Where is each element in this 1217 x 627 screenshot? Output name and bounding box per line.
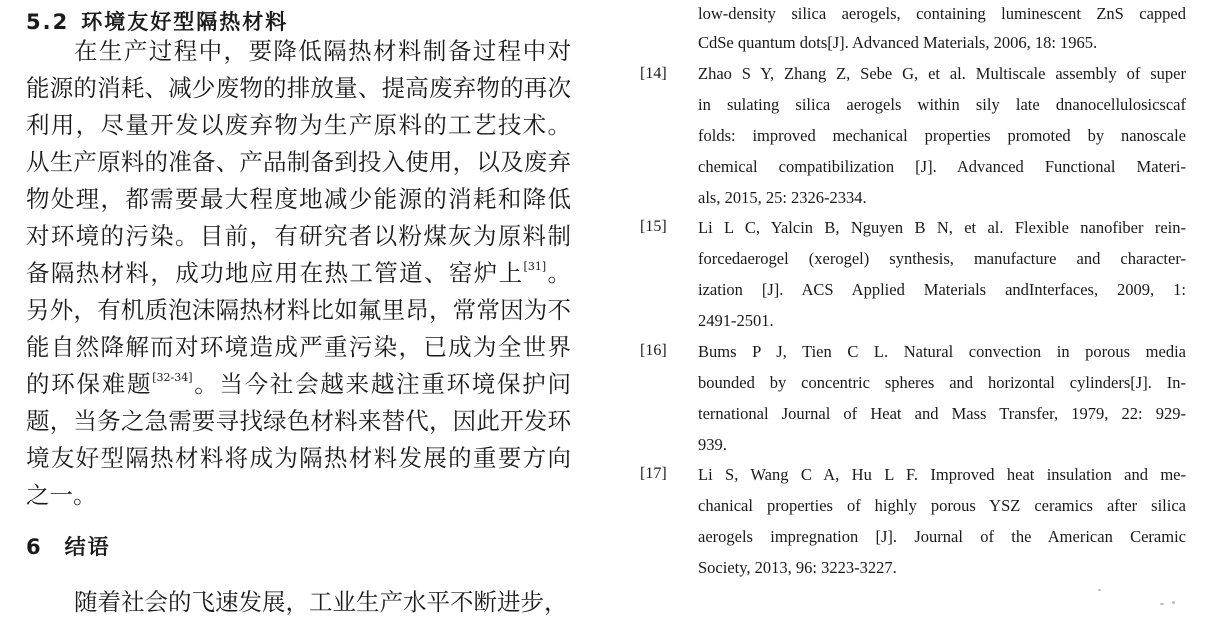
reference-line: chanical properties of highly porous YSZ ceramics after silica: [698, 496, 1186, 515]
paragraph-text: 的环保难题: [26, 370, 153, 398]
paragraph-line: 能自然降解而对环境造成严重污染，已成为全世界: [26, 333, 571, 361]
reference-line: folds: improved mechanical properties promoted by nanoscale: [698, 126, 1186, 145]
paragraph-line-with-citation: [26, 369, 571, 400]
paragraph-line: 之一。: [26, 481, 97, 509]
reference-line: Society, 2013, 96: 3223-3227.: [698, 558, 897, 577]
reference-line: bounded by concentric spheres and horizontal cylinders[J]. In-: [698, 373, 1186, 392]
section-heading-6: [26, 531, 111, 561]
paragraph-text: 。当今社会越来越注重环境保护问: [192, 370, 571, 398]
section-title: 环境友好型隔热材料: [81, 10, 289, 34]
paragraph-line: 物处理，都需要最大程度地减少能源的消耗和降低: [26, 185, 571, 213]
paragraph-text: 。: [546, 259, 571, 287]
paragraph-line: 利用，尽量开发以废弃物为生产原料的工艺技术。: [26, 111, 571, 139]
reference-line: Zhao S Y, Zhang Z, Sebe G, et al. Multiscale assembly of super: [698, 64, 1186, 83]
reference-line: in sulating silica aerogels within sily late dnanocellulosicscaf: [698, 95, 1186, 114]
reference-label: [14]: [640, 65, 667, 82]
paragraph-line: 随着社会的飞速发展，工业生产水平不断进步，: [74, 588, 568, 616]
paragraph-line-with-citation: [26, 258, 571, 289]
scan-speck: [1172, 601, 1175, 604]
scan-speck: [1098, 589, 1101, 591]
section-heading-5-2: [26, 6, 288, 36]
reference-label: [15]: [640, 218, 667, 235]
reference-label: [16]: [640, 342, 667, 359]
reference-line: 939.: [698, 435, 727, 454]
reference-line: 2491-2501.: [698, 311, 774, 330]
reference-line: CdSe quantum dots[J]. Advanced Materials, 2006, 18: 1965.: [698, 33, 1098, 52]
paragraph-text: 备隔热材料，成功地应用在热工管道、窑炉上: [26, 259, 524, 287]
paragraph-line: 在生产过程中，要降低隔热材料制备过程中对: [74, 37, 571, 65]
reference-line: forcedaerogel (xerogel) synthesis, manufacture and character-: [698, 249, 1186, 268]
paragraph-line: 境友好型隔热材料将成为隔热材料发展的重要方向: [26, 444, 571, 472]
section-number: 6: [26, 535, 43, 559]
reference-line: Bums P J, Tien C L. Natural convection in porous media: [698, 342, 1186, 361]
citation-31: [31]: [523, 260, 547, 273]
reference-line: Li L C, Yalcin B, Nguyen B N, et al. Flexible nanofiber rein-: [698, 218, 1186, 237]
scan-speck: [1160, 603, 1164, 605]
paragraph-line: 题，当务之急需要寻找绿色材料来替代，因此开发环: [26, 407, 571, 435]
reference-line: aerogels impregnation [J]. Journal of the American Ceramic: [698, 527, 1186, 546]
reference-line: als, 2015, 25: 2326-2334.: [698, 188, 867, 207]
reference-line: Li S, Wang C A, Hu L F. Improved heat insulation and me-: [698, 465, 1186, 484]
paragraph-line: 对环境的污染。目前，有研究者以粉煤灰为原料制: [26, 222, 571, 250]
reference-label: [17]: [640, 465, 667, 482]
paragraph-line: 从生产原料的准备、产品制备到投入使用，以及废弃: [26, 148, 571, 176]
section-title: 结语: [64, 535, 111, 559]
reference-line: low-density silica aerogels, containing luminescent ZnS capped: [698, 4, 1186, 23]
paragraph-line: 能源的消耗、减少废物的排放量、提高废弃物的再次: [26, 74, 571, 102]
section-number: 5.2: [26, 10, 70, 34]
citation-32-34: [32-34]: [152, 371, 193, 384]
reference-line: ization [J]. ACS Applied Materials andInterfaces, 2009, 1:: [698, 280, 1186, 299]
reference-line: chemical compatibilization [J]. Advanced Functional Materi-: [698, 157, 1186, 176]
reference-line: ternational Journal of Heat and Mass Transfer, 1979, 22: 929-: [698, 404, 1186, 423]
paragraph-line: 另外，有机质泡沫隔热材料比如氟里昂，常常因为不: [26, 296, 571, 324]
